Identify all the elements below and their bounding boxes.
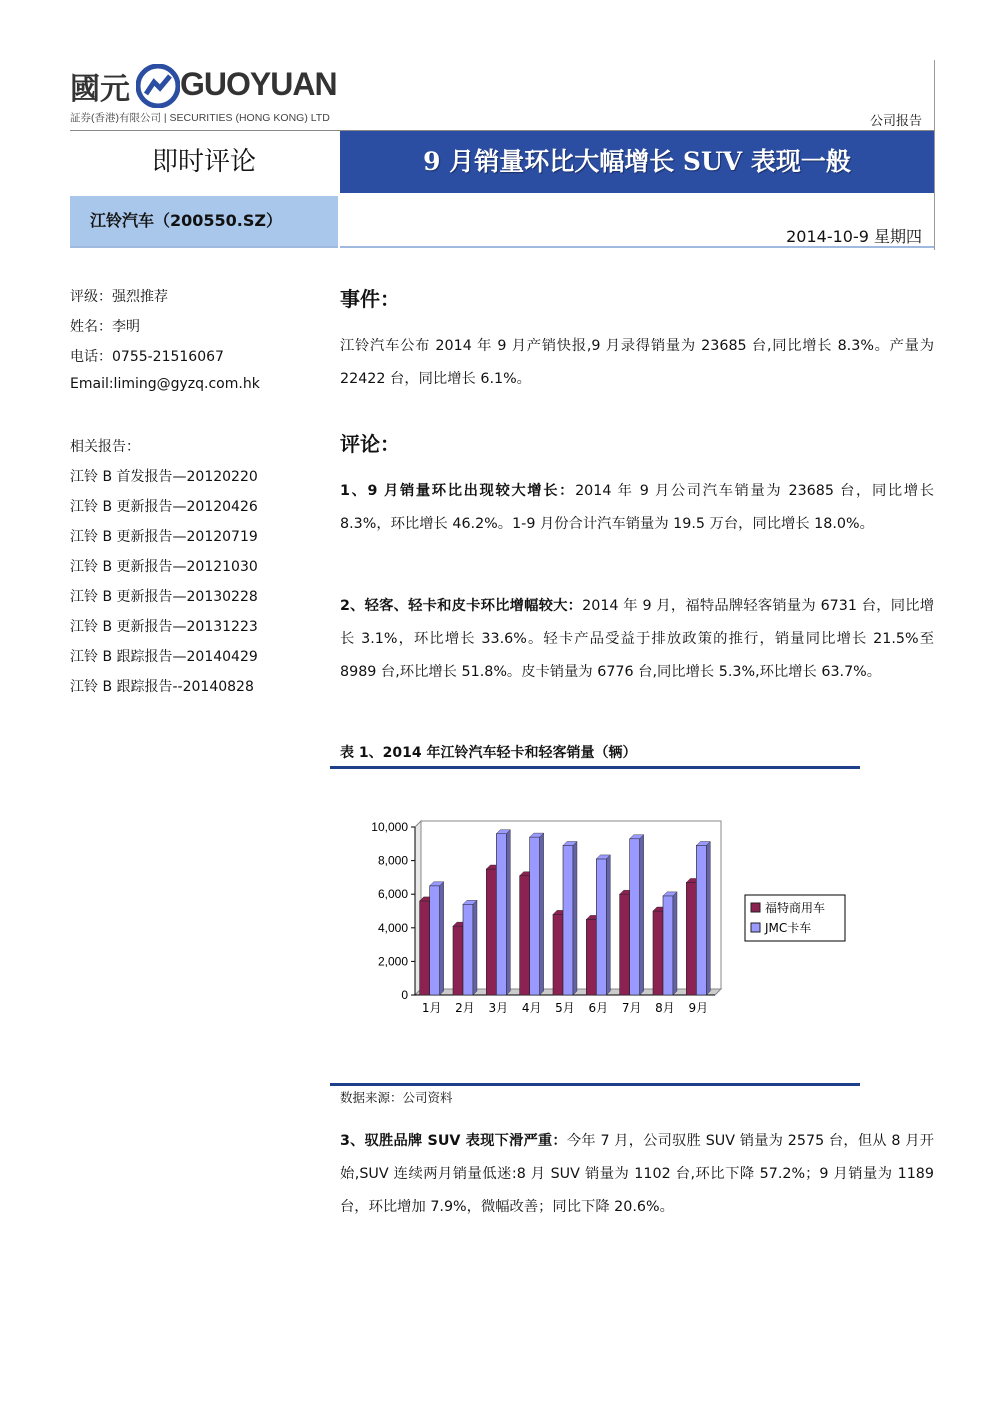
related-report-item[interactable]: 江铃 B 跟踪报告--20140828 [70,679,254,695]
y-tick-label: 10,000 [371,820,408,834]
stock-underline [70,246,338,248]
logo-subtitle: 証券(香港)有限公司 | SECURITIES (HONG KONG) LTD [70,112,330,124]
legend-swatch [751,903,760,912]
related-report-item[interactable]: 江铃 B 更新报告—20120426 [70,499,258,515]
sales-bar-chart [350,800,850,1030]
related-report-item[interactable]: 江铃 B 更新报告—20130228 [70,589,258,605]
y-tick-label: 8,000 [377,853,408,868]
x-tick-label: 7月 [621,1001,642,1015]
bar-side [673,892,677,995]
bar [663,896,673,995]
bar-side [473,900,477,995]
related-reports-title: 相关报告： [70,439,140,455]
analyst-name: 姓名：李明 [70,319,140,335]
comment-paragraph-2 [340,590,934,689]
bar [530,837,540,995]
bar [620,894,630,995]
logo-chinese-text: 國元 [70,72,130,107]
related-report-item[interactable]: 江铃 B 更新报告—20120719 [70,529,258,545]
x-tick-label: 3月 [488,1001,509,1015]
bar [520,876,530,995]
bar [586,919,596,995]
bar [463,904,473,995]
bar [496,834,506,995]
bar-side [606,855,610,995]
x-tick-label: 9月 [688,1001,709,1015]
report-date: 2014-10-9 星期四 [786,227,922,246]
bar-side [573,841,577,995]
bar [563,845,573,995]
related-report-item[interactable]: 江铃 B 更新报告—20121030 [70,559,258,575]
comment-heading: 评论： [340,432,400,456]
bar [596,859,606,995]
bar-side [540,833,544,995]
legend-label: 福特商用车 [765,901,826,915]
x-tick-label: 8月 [655,1001,675,1015]
analyst-rating: 评级：强烈推荐 [70,289,168,305]
event-heading: 事件： [340,287,400,311]
paragraph-lead: 1、9 月销量环比出现较大增长： [340,483,576,499]
stock-name: 江铃汽车（200550.SZ） [90,211,283,230]
analyst-email[interactable]: Email:liming@gyzq.com.hk [70,376,260,392]
bar [553,914,563,995]
bar [630,839,640,995]
table-bottom-rule [330,1083,860,1086]
table-top-rule [330,766,860,769]
paragraph-lead: 2、轻客、轻卡和皮卡环比增幅较大： [340,598,583,614]
y-tick-label: 0 [401,988,408,1002]
event-paragraph: 江铃汽车公布 2014 年 9 月产销快报,9 月录得销量为 23685 台,同比增长 8.3%。产量为 22422 台，同比增长 6.1%。 [340,338,934,387]
legend-label: JMC卡车 [765,921,812,935]
paragraph-body: 2014 年 9 月公司汽车销量为 23685 台，同比增长 8.3%，环比增长 46.2%。1-9 月份合计汽车销量为 19.5 万台，同比增长 18.0%。 [340,483,935,532]
table-title: 表 1、2014 年江铃汽车轻卡和轻客销量（辆） [340,745,637,761]
bar-side [506,830,510,995]
report-title: 9 月销量环比大幅增长 SUV 表现一般 [423,147,851,176]
report-category: 即时评论 [151,147,256,177]
y-tick-label: 6,000 [377,887,408,902]
bar [486,869,496,995]
legend-swatch [751,923,760,932]
bar-side [706,841,710,995]
bar [653,911,663,995]
x-tick-label: 5月 [555,1001,575,1015]
bar [686,882,696,995]
x-tick-label: 4月 [521,1001,542,1015]
bar [430,886,440,995]
x-tick-label: 2月 [455,1001,475,1015]
analyst-phone: 电话：0755-21516067 [70,349,224,365]
company-logo [70,60,340,130]
related-report-item[interactable]: 江铃 B 首发报告—20120220 [70,469,258,485]
related-report-item[interactable]: 江铃 B 更新报告—20131223 [70,619,258,635]
paragraph-body: 今年 7 月，公司驭胜 SUV 销量为 2575 台，但从 8 月开始,SUV 连续两月销量低迷:8 月 SUV 销量为 1102 台,环比下降 57.2%；9 月销量为 1189 台，环比增加 7.9%，微幅改善；同比下降 20.6%。 [340,1133,934,1215]
x-tick-label: 1月 [421,1001,442,1015]
stock-band [70,196,338,246]
comment-paragraph-1 [340,475,934,541]
bar [420,901,430,995]
bar-side [640,835,644,995]
comment-paragraph-3 [340,1125,934,1224]
paragraph-lead: 3、驭胜品牌 SUV 表现下滑严重： [340,1133,567,1149]
title-band [340,131,934,193]
header-right-border [934,60,935,250]
related-report-item[interactable]: 江铃 B 跟踪报告—20140429 [70,649,258,665]
bar [696,845,706,995]
logo-emblem-icon [136,64,180,108]
data-source: 数据来源：公司资料 [340,1090,453,1105]
y-tick-label: 2,000 [377,954,408,969]
logo-english-text: GUOYUAN [180,66,337,102]
category-box [70,131,338,193]
paragraph-body: 2014 年 9 月，福特品牌轻客销量为 6731 台，同比增长 3.1%，环比增长 33.6%。轻卡产品受益于排放政策的推行，销量同比增长 21.5%至 8989 台,环比增长 51.8%。皮卡销量为 6776 台,同比增长 5.3%,环比增长 63.7%。 [340,598,934,680]
x-tick-label: 6月 [588,1001,609,1015]
bar-side [440,882,444,995]
y-tick-label: 4,000 [377,920,408,935]
bar [453,926,463,995]
report-type-label: 公司报告 [869,114,922,129]
